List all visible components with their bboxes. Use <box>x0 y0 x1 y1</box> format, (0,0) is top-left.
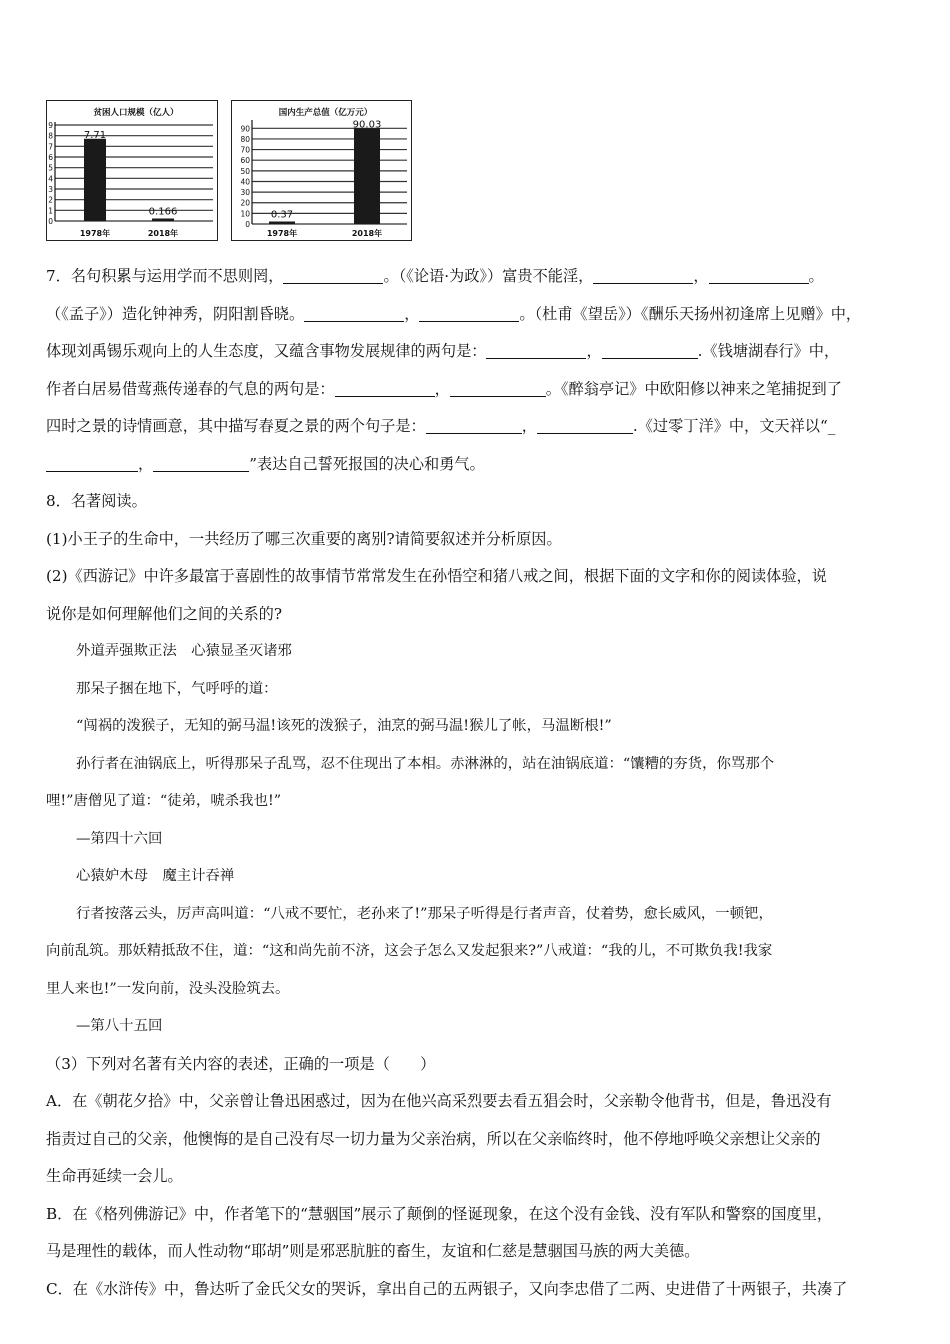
q7-line-4 <box>46 371 908 409</box>
text: 。（《论语·为政》）富贵不能淫， <box>383 267 594 285</box>
y-tick-label: 40 <box>240 177 250 187</box>
y-tick-label: 50 <box>240 166 250 176</box>
excerpt-line: 向前乱筑。那妖精抵敌不住，道：“这和尚先前不济，这会子怎么又发起狠来?”八戒道：“我的儿，不可欺负我!我家 <box>46 943 773 959</box>
text: ， <box>404 304 420 323</box>
answer-blank[interactable] <box>304 303 404 322</box>
text: 作者白居易借莺燕传递春的气息的两句是： <box>46 379 335 398</box>
option-a-line: A．在《朝花夕拾》中，父亲曾让鲁迅困惑过，因为在他兴高采烈要去看五猖会时，父亲勒令他背书，但是，鲁迅没有 <box>46 1092 832 1110</box>
chart-gdp-svg <box>232 101 411 240</box>
option-a-line: 指责过自己的父亲，他懊悔的是自己没有尽一切力量为父亲治病，所以在父亲临终时，他不停地呼唤父亲想让父亲的 <box>46 1129 821 1148</box>
answer-blank[interactable] <box>153 453 249 472</box>
q7-line-1 <box>46 258 908 296</box>
x-tick-label: 2018年 <box>147 229 179 238</box>
option-c-line: C．在《水浒传》中，鲁达听了金氏父女的哭诉，拿出自己的五两银子，又向李忠借了二两、史进借了十两银子，共凑了 <box>46 1279 848 1298</box>
excerpt-line: 哩!”唐僧见了道：“徒弟，唬杀我也!” <box>46 793 282 809</box>
y-tick-label: 7 <box>48 142 53 152</box>
option-b-line: 马是理性的载体，而人性动物“耶胡”则是邪恶肮脏的畜生，友谊和仁慈是慧骃国马族的两大美德。 <box>46 1242 700 1260</box>
y-tick-label: 2 <box>48 195 53 205</box>
excerpt-line: 里人来也!”一发向前，没头没脸筑去。 <box>46 980 290 997</box>
x-tick-label: 1978年 <box>266 229 298 238</box>
answer-blank[interactable] <box>450 378 546 397</box>
y-tick-label: 5 <box>48 163 53 173</box>
answer-blank[interactable] <box>283 265 383 284</box>
chapter-title-46: 外道弄强欺正法 心猿显圣灭诸邪 <box>76 643 292 659</box>
q7-line-3 <box>46 333 908 371</box>
y-tick-label: 0 <box>48 217 53 226</box>
text: 四时之景的诗情画意，其中描写春夏之景的两个句子是： <box>46 417 426 435</box>
chapter-title-85: 心猿妒木母 魔主计吞禅 <box>76 868 235 884</box>
q8-part-2-line-2: 说你是如何理解他们之间的关系的? <box>46 604 282 623</box>
data-label: 0.37 <box>270 209 294 221</box>
y-tick-label: 30 <box>240 188 250 198</box>
text: ， <box>693 267 709 285</box>
y-tick-label: 1 <box>48 206 53 216</box>
y-tick-label: 10 <box>240 209 250 219</box>
y-tick-label: 9 <box>48 121 53 130</box>
text: 体现刘禹锡乐观向上的人生态度，又蕴含事物发展规律的两句是： <box>46 342 487 360</box>
chart-poverty <box>46 100 218 241</box>
bar <box>152 219 174 222</box>
chart-title: 国内生产总值（亿万元） <box>278 108 373 118</box>
text: 7．名句积累与运用学而不思则罔， <box>46 267 284 285</box>
y-tick-label: 3 <box>48 185 53 194</box>
y-tick-label: 6 <box>48 153 53 162</box>
excerpt-line: “闯祸的泼猴子，无知的弼马温!该死的泼猴子，油烹的弼马温!猴儿了帐，马温断根!” <box>76 718 612 734</box>
answer-blank[interactable] <box>46 453 138 472</box>
q7-line-6 <box>46 446 908 484</box>
bar <box>84 139 106 221</box>
chart-gdp <box>231 100 412 241</box>
question-content <box>46 258 908 1308</box>
y-tick-label: 20 <box>240 198 250 208</box>
text: ， <box>586 342 602 360</box>
text: ， <box>521 417 537 435</box>
q7-line-5 <box>46 408 908 446</box>
x-tick-label: 2018年 <box>351 229 383 238</box>
q7-line-2 <box>46 296 908 334</box>
q8-title: 8．名著阅读。 <box>46 492 147 510</box>
answer-blank[interactable] <box>602 340 698 359</box>
chapter-ref-46: —第四十六回 <box>76 830 163 847</box>
text: 。《醉翁亭记》中欧阳修以神来之笔捕捉到了 <box>545 379 842 398</box>
bar <box>354 128 380 224</box>
xiyouji-excerpt <box>46 633 908 1046</box>
q8-part-2-line-1: (2)《西游记》中许多最富于喜剧性的故事情节常常发生在孙悟空和猪八戒之间，根据下面的文字和你的阅读体验，说 <box>46 567 827 585</box>
text: ”表达自己誓死报国的决心和勇气。 <box>249 454 485 473</box>
answer-blank[interactable] <box>486 340 586 359</box>
data-label: 0.166 <box>148 206 178 218</box>
chapter-ref-85: —第八十五回 <box>76 1018 163 1034</box>
answer-blank[interactable] <box>537 415 633 434</box>
q8-part-3: （3）下列对名著有关内容的表述，正确的一项是（ ） <box>46 1054 436 1073</box>
excerpt-line: 行者按落云头，厉声高叫道：“八戒不要忙，老孙来了!”那呆子听得是行者声音，仗着势，愈长威风，一顿钯， <box>76 905 773 922</box>
option-a-line: 生命再延续一会儿。 <box>46 1167 183 1185</box>
text: ， <box>434 379 450 398</box>
excerpt-line: 孙行者在油锅底上，听得那呆子乱骂，忍不住现出了本相。赤淋淋的，站在油锅底道：“馕糟的夯货，你骂那个 <box>76 755 775 772</box>
answer-blank[interactable] <box>419 303 519 322</box>
text: （《孟子》）造化钟神秀，阴阳割昏晓。 <box>46 304 305 323</box>
option-b-line: B．在《格列佛游记》中，作者笔下的“慧骃国”展示了颠倒的怪诞现象，在这个没有金钱、没有军队和警察的国度里， <box>46 1204 833 1223</box>
data-label: 90.03 <box>352 119 382 131</box>
y-tick-label: 80 <box>240 134 250 144</box>
answer-blank[interactable] <box>426 415 522 434</box>
y-tick-label: 60 <box>240 156 250 166</box>
text: 。（杜甫《望岳》）《酬乐天扬州初逢席上见赠》中， <box>519 304 862 323</box>
y-tick-label: 8 <box>48 131 53 141</box>
excerpt-line: 那呆子捆在地下，气呼呼的道： <box>76 680 278 697</box>
bar <box>269 222 295 225</box>
y-tick-label: 70 <box>240 145 250 155</box>
text: 。 <box>808 267 824 285</box>
y-tick-label: 90 <box>240 124 250 134</box>
chart-poverty-svg <box>47 101 217 240</box>
y-tick-label: 4 <box>48 174 53 184</box>
text: ， <box>138 454 154 473</box>
data-label: 7.71 <box>83 129 107 141</box>
text: .《钱塘湖春行》中， <box>697 342 840 360</box>
chart-title: 贫困人口规模（亿人） <box>93 108 179 118</box>
x-tick-label: 1978年 <box>79 229 111 238</box>
answer-blank[interactable] <box>709 265 809 284</box>
answer-blank[interactable] <box>593 265 693 284</box>
y-tick-label: 0 <box>245 220 250 229</box>
text: .《过零丁洋》中，文天祥以“_ <box>632 417 836 435</box>
q8-part-1: (1)小王子的生命中，一共经历了哪三次重要的离别?请简要叙述并分析原因。 <box>46 529 562 548</box>
answer-blank[interactable] <box>335 378 435 397</box>
